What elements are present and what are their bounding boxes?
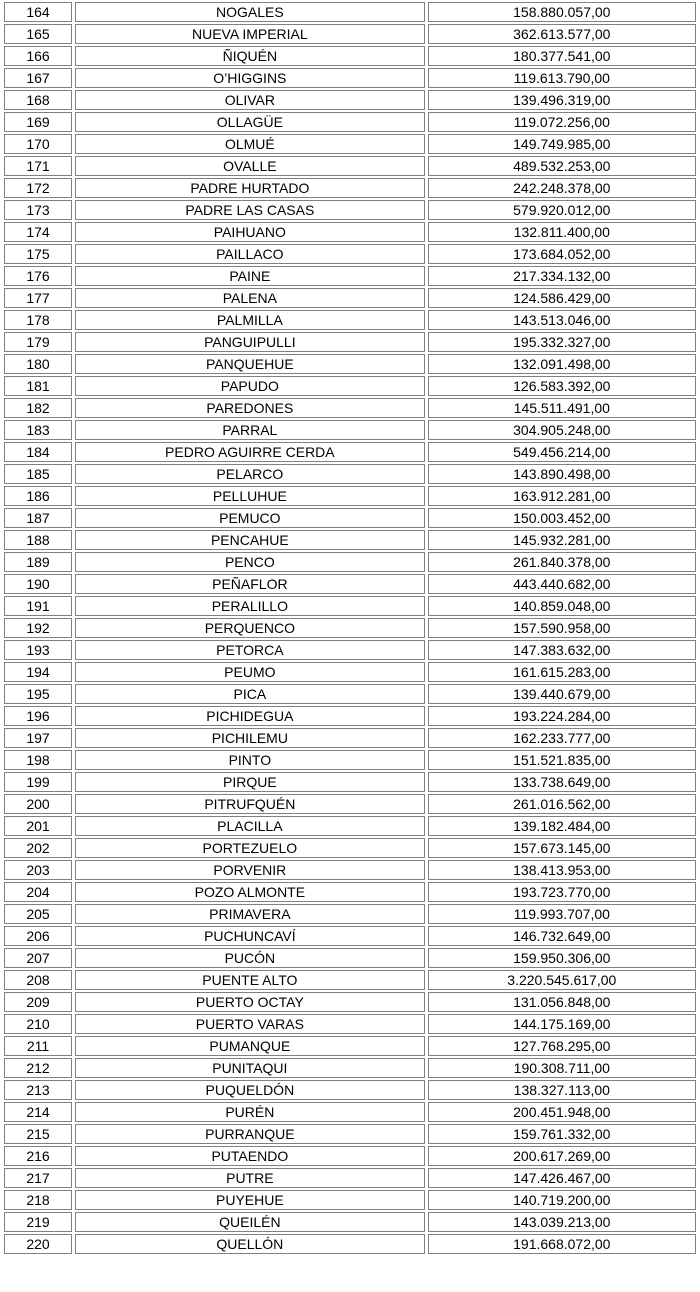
row-number-cell: 169 xyxy=(4,112,72,132)
row-number-cell: 190 xyxy=(4,574,72,594)
amount-cell: 579.920.012,00 xyxy=(428,200,696,220)
row-number-cell: 211 xyxy=(4,1036,72,1056)
row-number-cell: 179 xyxy=(4,332,72,352)
row-number-cell: 220 xyxy=(4,1234,72,1254)
table-row xyxy=(4,1080,696,1100)
row-number-cell: 176 xyxy=(4,266,72,286)
commune-name-cell: PERQUENCO xyxy=(75,618,425,638)
amount-cell: 131.056.848,00 xyxy=(428,992,696,1012)
commune-name-cell: PURRANQUE xyxy=(75,1124,425,1144)
amount-cell: 261.016.562,00 xyxy=(428,794,696,814)
table-row xyxy=(4,970,696,990)
row-number-cell: 197 xyxy=(4,728,72,748)
amount-cell: 173.684.052,00 xyxy=(428,244,696,264)
commune-name-cell: PANQUEHUE xyxy=(75,354,425,374)
commune-name-cell: QUELLÓN xyxy=(75,1234,425,1254)
commune-name-cell: PICHIDEGUA xyxy=(75,706,425,726)
row-number-cell: 208 xyxy=(4,970,72,990)
commune-name-cell: PIRQUE xyxy=(75,772,425,792)
row-number-cell: 191 xyxy=(4,596,72,616)
amount-cell: 190.308.711,00 xyxy=(428,1058,696,1078)
table-row xyxy=(4,816,696,836)
commune-name-cell: PELARCO xyxy=(75,464,425,484)
table-row xyxy=(4,640,696,660)
commune-name-cell: PUQUELDÓN xyxy=(75,1080,425,1100)
commune-name-cell: PALENA xyxy=(75,288,425,308)
table-row xyxy=(4,134,696,154)
amount-cell: 159.761.332,00 xyxy=(428,1124,696,1144)
commune-name-cell: PRIMAVERA xyxy=(75,904,425,924)
amount-cell: 126.583.392,00 xyxy=(428,376,696,396)
table-row xyxy=(4,904,696,924)
amount-cell: 157.590.958,00 xyxy=(428,618,696,638)
amount-cell: 119.993.707,00 xyxy=(428,904,696,924)
commune-name-cell: PENCO xyxy=(75,552,425,572)
commune-name-cell: PUERTO OCTAY xyxy=(75,992,425,1012)
commune-name-cell: PAPUDO xyxy=(75,376,425,396)
table-row xyxy=(4,1234,696,1254)
table-row xyxy=(4,332,696,352)
amount-cell: 145.511.491,00 xyxy=(428,398,696,418)
row-number-cell: 167 xyxy=(4,68,72,88)
commune-name-cell: PERALILLO xyxy=(75,596,425,616)
row-number-cell: 209 xyxy=(4,992,72,1012)
table-row xyxy=(4,992,696,1012)
commune-name-cell: PICA xyxy=(75,684,425,704)
commune-name-cell: PUENTE ALTO xyxy=(75,970,425,990)
amount-cell: 150.003.452,00 xyxy=(428,508,696,528)
table-row xyxy=(4,838,696,858)
commune-name-cell: PUNITAQUI xyxy=(75,1058,425,1078)
commune-name-cell: OVALLE xyxy=(75,156,425,176)
commune-name-cell: PAINE xyxy=(75,266,425,286)
row-number-cell: 182 xyxy=(4,398,72,418)
row-number-cell: 188 xyxy=(4,530,72,550)
commune-name-cell: ÑIQUÉN xyxy=(75,46,425,66)
amount-cell: 163.912.281,00 xyxy=(428,486,696,506)
amount-cell: 139.496.319,00 xyxy=(428,90,696,110)
amount-cell: 304.905.248,00 xyxy=(428,420,696,440)
commune-name-cell: PADRE LAS CASAS xyxy=(75,200,425,220)
row-number-cell: 192 xyxy=(4,618,72,638)
amount-cell: 147.426.467,00 xyxy=(428,1168,696,1188)
row-number-cell: 181 xyxy=(4,376,72,396)
table-row xyxy=(4,794,696,814)
commune-name-cell: PAIHUANO xyxy=(75,222,425,242)
commune-name-cell: PINTO xyxy=(75,750,425,770)
amount-cell: 200.451.948,00 xyxy=(428,1102,696,1122)
row-number-cell: 193 xyxy=(4,640,72,660)
amount-cell: 195.332.327,00 xyxy=(428,332,696,352)
amount-cell: 161.615.283,00 xyxy=(428,662,696,682)
table-row xyxy=(4,1014,696,1034)
amount-cell: 549.456.214,00 xyxy=(428,442,696,462)
table-row xyxy=(4,1036,696,1056)
row-number-cell: 203 xyxy=(4,860,72,880)
table-row xyxy=(4,442,696,462)
row-number-cell: 177 xyxy=(4,288,72,308)
amount-cell: 489.532.253,00 xyxy=(428,156,696,176)
row-number-cell: 205 xyxy=(4,904,72,924)
amount-cell: 127.768.295,00 xyxy=(428,1036,696,1056)
table-row xyxy=(4,662,696,682)
row-number-cell: 165 xyxy=(4,24,72,44)
table-row xyxy=(4,68,696,88)
amount-cell: 139.182.484,00 xyxy=(428,816,696,836)
table-row xyxy=(4,574,696,594)
amount-cell: 143.039.213,00 xyxy=(428,1212,696,1232)
table-row xyxy=(4,354,696,374)
commune-name-cell: PARRAL xyxy=(75,420,425,440)
commune-name-cell: OLLAGÜE xyxy=(75,112,425,132)
row-number-cell: 200 xyxy=(4,794,72,814)
commune-name-cell: PELLUHUE xyxy=(75,486,425,506)
row-number-cell: 217 xyxy=(4,1168,72,1188)
commune-name-cell: POZO ALMONTE xyxy=(75,882,425,902)
commune-name-cell: OLMUÉ xyxy=(75,134,425,154)
row-number-cell: 173 xyxy=(4,200,72,220)
row-number-cell: 215 xyxy=(4,1124,72,1144)
commune-name-cell: PEUMO xyxy=(75,662,425,682)
row-number-cell: 183 xyxy=(4,420,72,440)
table-row xyxy=(4,178,696,198)
table-row xyxy=(4,1102,696,1122)
amount-cell: 362.613.577,00 xyxy=(428,24,696,44)
row-number-cell: 164 xyxy=(4,2,72,22)
amount-cell: 443.440.682,00 xyxy=(428,574,696,594)
table-row xyxy=(4,1146,696,1166)
commune-name-cell: OLIVAR xyxy=(75,90,425,110)
row-number-cell: 214 xyxy=(4,1102,72,1122)
amount-cell: 200.617.269,00 xyxy=(428,1146,696,1166)
commune-name-cell: PUCÓN xyxy=(75,948,425,968)
table-row xyxy=(4,1212,696,1232)
row-number-cell: 210 xyxy=(4,1014,72,1034)
commune-name-cell: PEDRO AGUIRRE CERDA xyxy=(75,442,425,462)
table-body xyxy=(4,2,696,1254)
amount-cell: 180.377.541,00 xyxy=(428,46,696,66)
row-number-cell: 212 xyxy=(4,1058,72,1078)
commune-name-cell: PANGUIPULLI xyxy=(75,332,425,352)
amount-cell: 138.327.113,00 xyxy=(428,1080,696,1100)
commune-name-cell: PUTAENDO xyxy=(75,1146,425,1166)
amount-cell: 132.091.498,00 xyxy=(428,354,696,374)
table-row xyxy=(4,24,696,44)
row-number-cell: 206 xyxy=(4,926,72,946)
table-row xyxy=(4,508,696,528)
commune-name-cell: PEÑAFLOR xyxy=(75,574,425,594)
amount-cell: 191.668.072,00 xyxy=(428,1234,696,1254)
commune-name-cell: PAREDONES xyxy=(75,398,425,418)
table-row xyxy=(4,882,696,902)
commune-name-cell: PUMANQUE xyxy=(75,1036,425,1056)
amount-cell: 140.719.200,00 xyxy=(428,1190,696,1210)
row-number-cell: 195 xyxy=(4,684,72,704)
row-number-cell: 172 xyxy=(4,178,72,198)
commune-name-cell: QUEILÉN xyxy=(75,1212,425,1232)
amount-cell: 157.673.145,00 xyxy=(428,838,696,858)
row-number-cell: 185 xyxy=(4,464,72,484)
amount-cell: 149.749.985,00 xyxy=(428,134,696,154)
amount-cell: 193.723.770,00 xyxy=(428,882,696,902)
commune-name-cell: PUERTO VARAS xyxy=(75,1014,425,1034)
commune-name-cell: NUEVA IMPERIAL xyxy=(75,24,425,44)
amount-cell: 159.950.306,00 xyxy=(428,948,696,968)
row-number-cell: 198 xyxy=(4,750,72,770)
row-number-cell: 196 xyxy=(4,706,72,726)
table-row xyxy=(4,90,696,110)
row-number-cell: 171 xyxy=(4,156,72,176)
row-number-cell: 194 xyxy=(4,662,72,682)
amount-cell: 145.932.281,00 xyxy=(428,530,696,550)
table-row xyxy=(4,772,696,792)
table-row xyxy=(4,1190,696,1210)
table-row xyxy=(4,860,696,880)
amount-cell: 3.220.545.617,00 xyxy=(428,970,696,990)
amount-cell: 143.890.498,00 xyxy=(428,464,696,484)
table-row xyxy=(4,310,696,330)
table-row xyxy=(4,706,696,726)
table-row xyxy=(4,2,696,22)
table-row xyxy=(4,750,696,770)
table-row xyxy=(4,1124,696,1144)
table-row xyxy=(4,200,696,220)
row-number-cell: 219 xyxy=(4,1212,72,1232)
row-number-cell: 174 xyxy=(4,222,72,242)
row-number-cell: 166 xyxy=(4,46,72,66)
table-row xyxy=(4,552,696,572)
amount-cell: 162.233.777,00 xyxy=(428,728,696,748)
table-row xyxy=(4,926,696,946)
table-row xyxy=(4,486,696,506)
table-row xyxy=(4,398,696,418)
amount-cell: 143.513.046,00 xyxy=(428,310,696,330)
commune-name-cell: PURÉN xyxy=(75,1102,425,1122)
amount-cell: 139.440.679,00 xyxy=(428,684,696,704)
table-row xyxy=(4,464,696,484)
commune-name-cell: PUYEHUE xyxy=(75,1190,425,1210)
row-number-cell: 207 xyxy=(4,948,72,968)
table-row xyxy=(4,618,696,638)
row-number-cell: 199 xyxy=(4,772,72,792)
amount-cell: 158.880.057,00 xyxy=(428,2,696,22)
commune-name-cell: PLACILLA xyxy=(75,816,425,836)
table-row xyxy=(4,420,696,440)
commune-amount-table xyxy=(1,0,699,1256)
commune-name-cell: PUTRE xyxy=(75,1168,425,1188)
row-number-cell: 187 xyxy=(4,508,72,528)
row-number-cell: 213 xyxy=(4,1080,72,1100)
amount-cell: 242.248.378,00 xyxy=(428,178,696,198)
commune-name-cell: PORVENIR xyxy=(75,860,425,880)
table-row xyxy=(4,1168,696,1188)
commune-name-cell: PENCAHUE xyxy=(75,530,425,550)
table-row xyxy=(4,46,696,66)
row-number-cell: 170 xyxy=(4,134,72,154)
row-number-cell: 218 xyxy=(4,1190,72,1210)
table-row xyxy=(4,728,696,748)
table-row xyxy=(4,222,696,242)
amount-cell: 217.334.132,00 xyxy=(428,266,696,286)
commune-name-cell: PORTEZUELO xyxy=(75,838,425,858)
amount-cell: 261.840.378,00 xyxy=(428,552,696,572)
commune-name-cell: PADRE HURTADO xyxy=(75,178,425,198)
row-number-cell: 184 xyxy=(4,442,72,462)
row-number-cell: 180 xyxy=(4,354,72,374)
table-row xyxy=(4,244,696,264)
commune-name-cell: PUCHUNCAVÍ xyxy=(75,926,425,946)
table-row xyxy=(4,948,696,968)
table-row xyxy=(4,266,696,286)
commune-name-cell: O’HIGGINS xyxy=(75,68,425,88)
commune-name-cell: PEMUCO xyxy=(75,508,425,528)
commune-name-cell: PETORCA xyxy=(75,640,425,660)
amount-cell: 144.175.169,00 xyxy=(428,1014,696,1034)
row-number-cell: 178 xyxy=(4,310,72,330)
amount-cell: 151.521.835,00 xyxy=(428,750,696,770)
commune-name-cell: PITRUFQUÉN xyxy=(75,794,425,814)
commune-name-cell: PALMILLA xyxy=(75,310,425,330)
row-number-cell: 189 xyxy=(4,552,72,572)
table-row xyxy=(4,1058,696,1078)
table-row xyxy=(4,684,696,704)
commune-name-cell: PAILLACO xyxy=(75,244,425,264)
amount-cell: 146.732.649,00 xyxy=(428,926,696,946)
row-number-cell: 168 xyxy=(4,90,72,110)
amount-cell: 124.586.429,00 xyxy=(428,288,696,308)
amount-cell: 133.738.649,00 xyxy=(428,772,696,792)
amount-cell: 147.383.632,00 xyxy=(428,640,696,660)
amount-cell: 138.413.953,00 xyxy=(428,860,696,880)
table-row xyxy=(4,596,696,616)
row-number-cell: 204 xyxy=(4,882,72,902)
table-row xyxy=(4,376,696,396)
row-number-cell: 201 xyxy=(4,816,72,836)
amount-cell: 140.859.048,00 xyxy=(428,596,696,616)
table-row xyxy=(4,530,696,550)
amount-cell: 119.072.256,00 xyxy=(428,112,696,132)
row-number-cell: 175 xyxy=(4,244,72,264)
amount-cell: 193.224.284,00 xyxy=(428,706,696,726)
amount-cell: 119.613.790,00 xyxy=(428,68,696,88)
row-number-cell: 186 xyxy=(4,486,72,506)
commune-name-cell: NOGALES xyxy=(75,2,425,22)
row-number-cell: 202 xyxy=(4,838,72,858)
table-row xyxy=(4,112,696,132)
table-row xyxy=(4,288,696,308)
commune-name-cell: PICHILEMU xyxy=(75,728,425,748)
table-row xyxy=(4,156,696,176)
amount-cell: 132.811.400,00 xyxy=(428,222,696,242)
row-number-cell: 216 xyxy=(4,1146,72,1166)
